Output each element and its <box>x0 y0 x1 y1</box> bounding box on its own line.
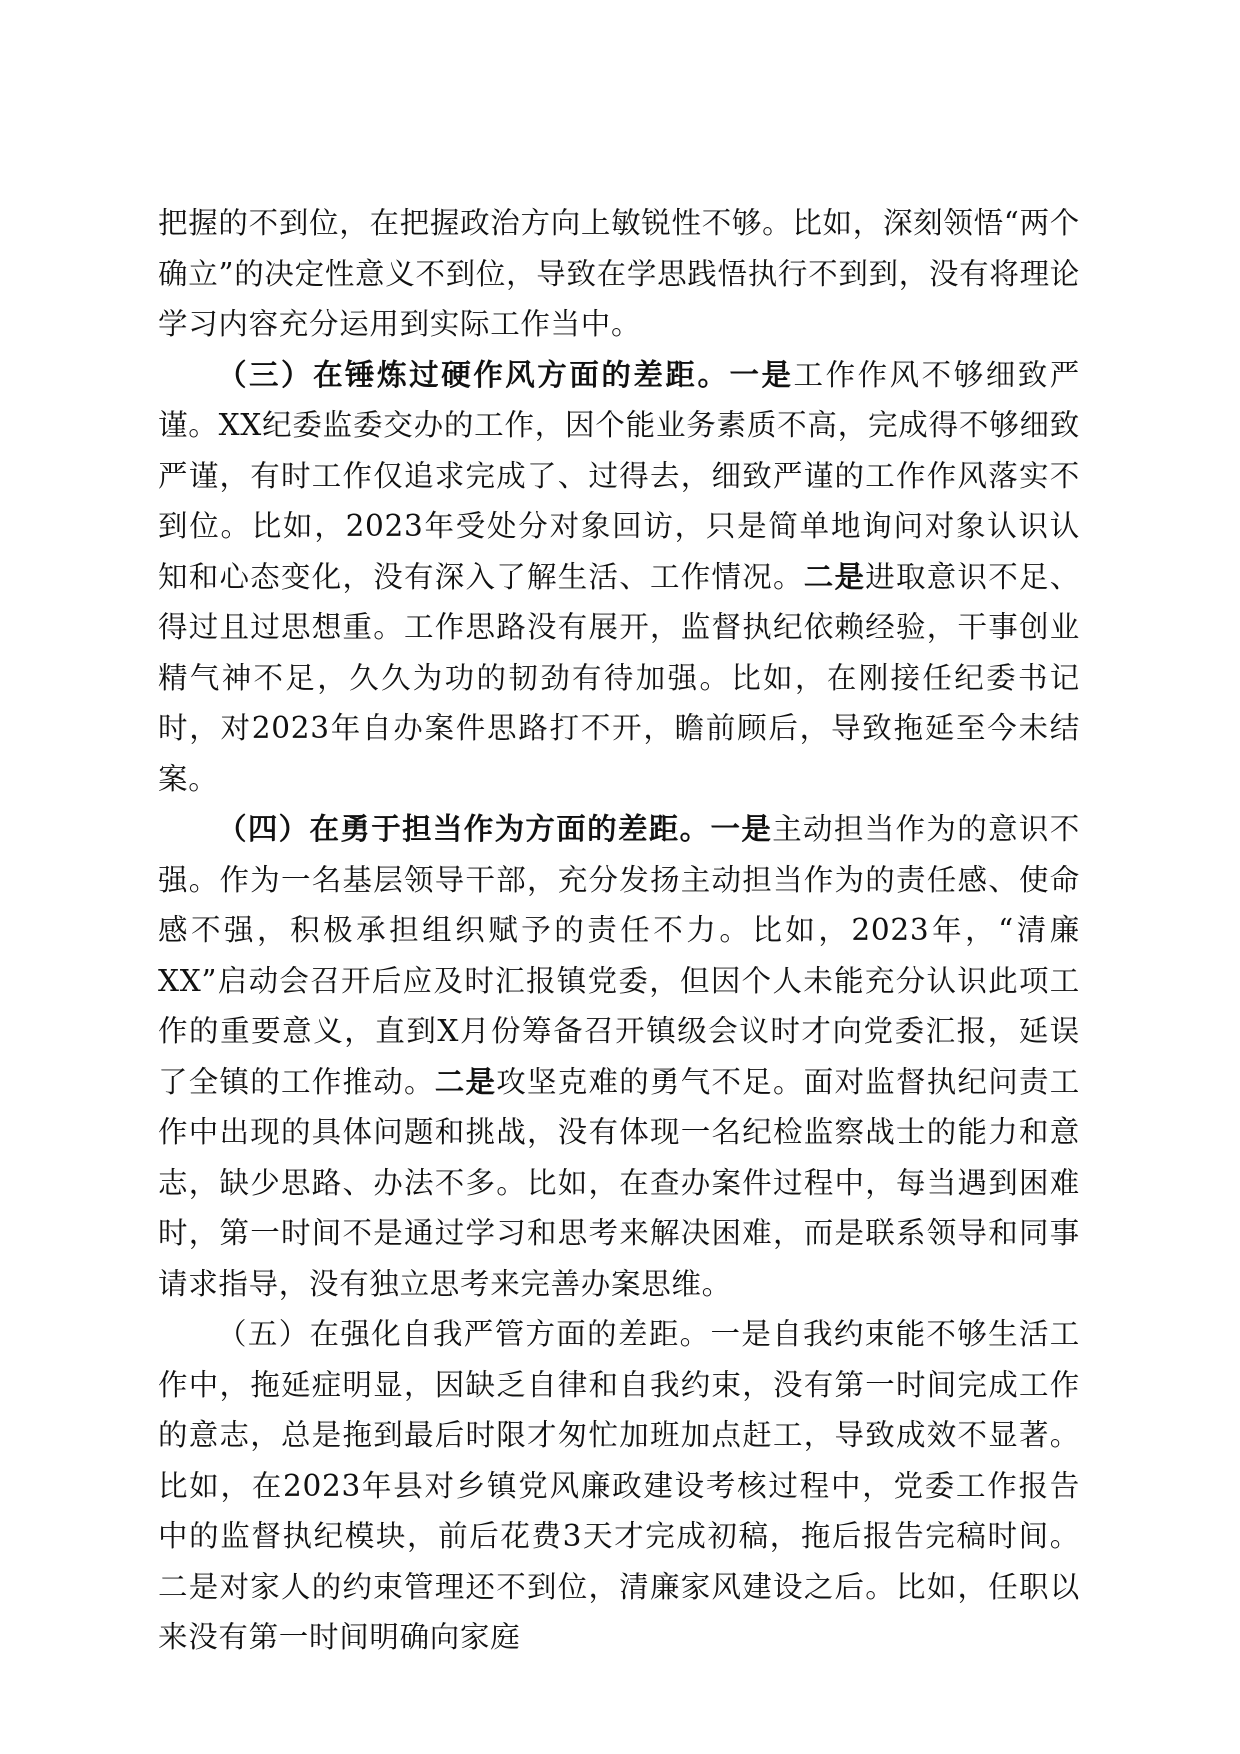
point-two-marker: 二是 <box>803 558 866 594</box>
section-four-heading: （四）在勇于担当作为方面的差距。 <box>217 811 711 846</box>
point-two-marker: 二是 <box>434 1063 497 1099</box>
point-two-text: 进取意识不足、得过且过思想重。工作思路没有展开，监督执纪依赖经验，干事创业精气神不足，久久为功的韧劲有待加强。比如，在刚接任纪委书记时，对2023年自办案件思路打不开，瞻前顾后，导致拖延至今未结案。 <box>158 559 1081 796</box>
point-one-text: 工作作风不够细致严谨。XX纪委监委交办的工作，因个能业务素质不高，完成得不够细致严谨，有时工作仅追求完成了、过得去，细致严谨的工作作风落实不到位。比如，2023年受处分对象回访，只是简单地询问对象认识认知和心态变化，没有深入了解生活、工作情况。 <box>158 357 1080 594</box>
document-page <box>158 198 1080 1663</box>
point-one-text: 主动担当作为的意识不强。作为一名基层领导干部，充分发扬主动担当作为的责任感、使命感不强，积极承担组织赋予的责任不力。比如，2023年，“清廉XX”启动会召开后应及时汇报镇党委，但因个人未能充分认识此项工作的重要意义，直到X月份筹备召开镇级会议时才向党委汇报，延误了全镇的工作推动。 <box>158 812 1080 1099</box>
paragraph-1 <box>158 198 1080 350</box>
section-five-text: （五）在强化自我严管方面的差距。一是自我约束能不够生活工作中，拖延症明显，因缺乏自律和自我约束，没有第一时间完成工作的意志，总是拖到最后时限才匆忙加班加点赶工，导致成效不显著。比如，在2023年县对乡镇党风廉政建设考核过程中，党委工作报告中的监督执纪模块，前后花费3天才完成初稿，拖后报告完稿时间。二是对家人的约束管理还不到位，清廉家风建设之后。比如，任职以来没有第一时间明确向家庭 <box>158 1317 1080 1654</box>
point-one-marker: 一是 <box>710 811 773 846</box>
point-two-text: 攻坚克难的勇气不足。面对监督执纪问责工作中出现的具体问题和挑战，没有体现一名纪检监察战士的能力和意志，缺少思路、办法不多。比如，在查办案件过程中，每当遇到困难时，第一时间不是通过学习和思考来解决困难，而是联系领导和同事请求指导，没有独立思考来完善办案思维。 <box>158 1064 1080 1301</box>
paragraph-2-section-three <box>158 350 1080 805</box>
section-three-heading: （三）在锤炼过硬作风方面的差距。 <box>217 356 730 392</box>
point-one-marker: 一是 <box>729 356 794 392</box>
paragraph-1-text: 把握的不到位，在把握政治方向上敏锐性不够。比如，深刻领悟“两个确立”的决定性意义不到位，导致在学思践悟执行不到到，没有将理论学习内容充分运用到实际工作当中。 <box>158 206 1080 341</box>
paragraph-3-section-four <box>158 804 1080 1309</box>
paragraph-4-section-five <box>158 1309 1080 1663</box>
